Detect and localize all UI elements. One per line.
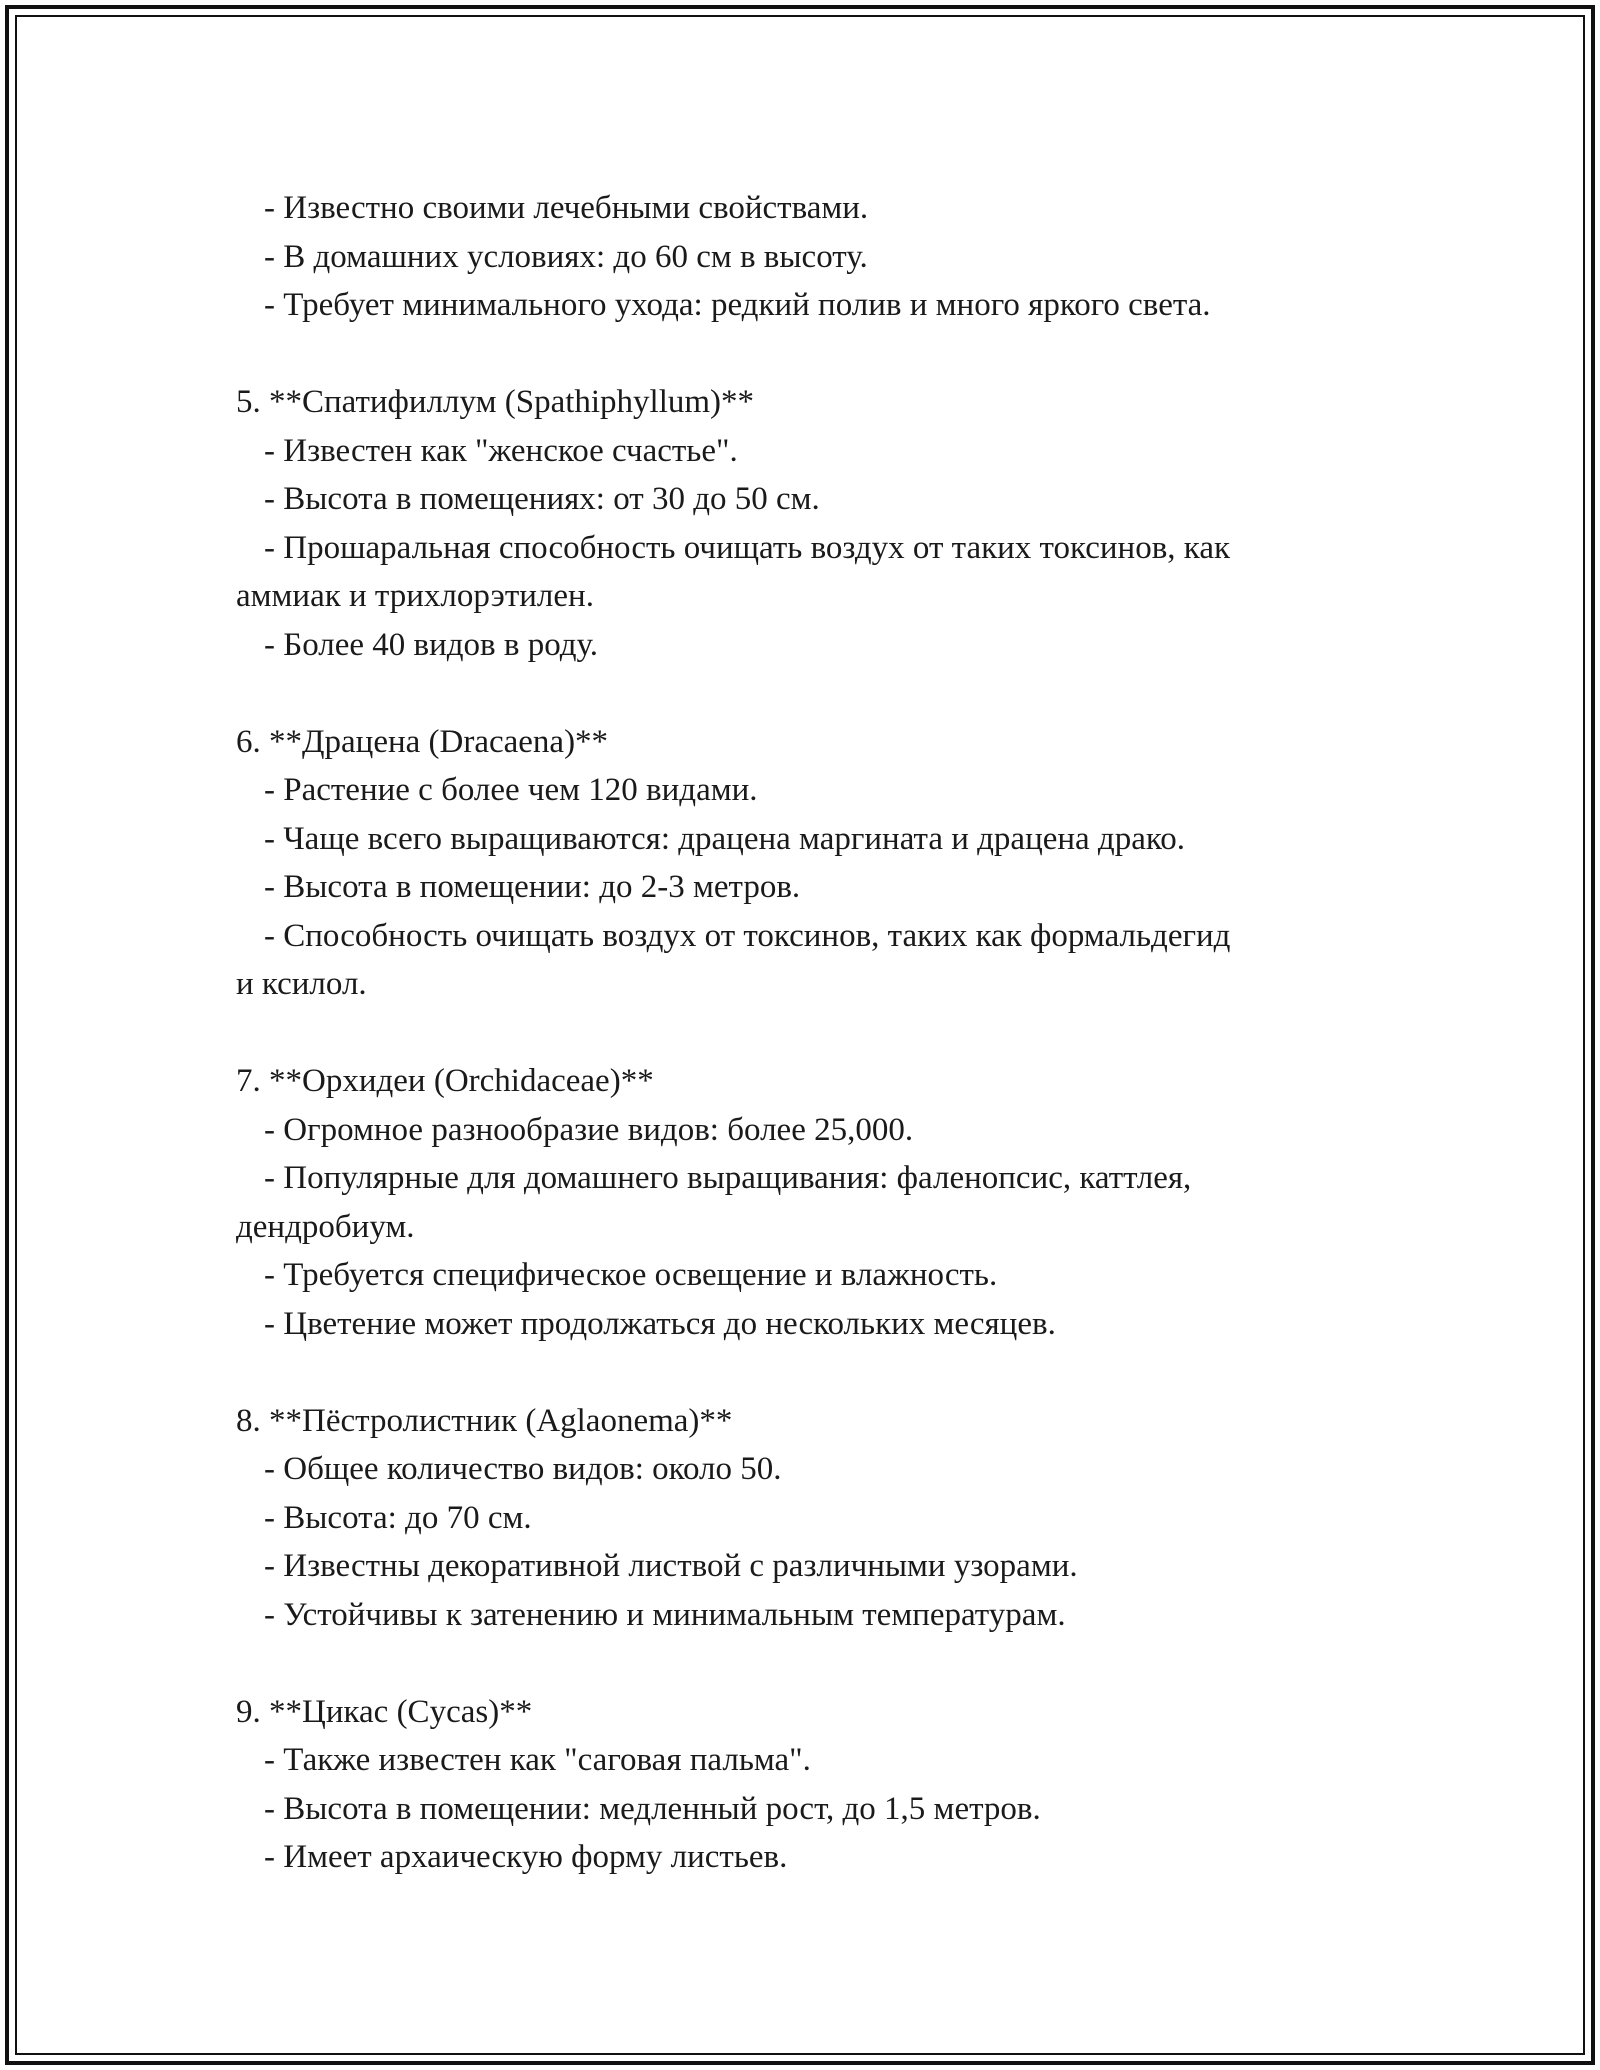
text-line: - Общее количество видов: около 50. xyxy=(264,1451,782,1487)
text-line: - Чаще всего выращиваются: драцена маргината и драцена драко. xyxy=(264,820,1185,857)
section-heading: 8. **Пёстролистник (Aglaonema)** xyxy=(236,1402,733,1439)
text-line: - Более 40 видов в роду. xyxy=(264,626,598,663)
text-line-continuation: дендробиум. xyxy=(236,1208,415,1245)
text-line: - Способность очищать воздух от токсинов, таких как формальдегид xyxy=(264,917,1231,954)
section-heading: 7. **Орхидеи (Orchidaceae)** xyxy=(236,1063,654,1099)
text-line: - В домашних условиях: до 60 см в высоту. xyxy=(264,238,868,275)
text-line: - Также известен как "саговая пальма". xyxy=(264,1742,811,1778)
text-line: - Популярные для домашнего выращивания: фаленопсис, каттлея, xyxy=(264,1160,1192,1196)
section-cycas xyxy=(236,1688,1356,1882)
text-line: - Растение с более чем 120 видами. xyxy=(264,772,758,808)
section-aglaonema xyxy=(236,1397,1356,1640)
section-spathiphyllum xyxy=(236,378,1356,669)
text-line: - Огромное разнообразие видов: более 25,000. xyxy=(264,1111,914,1148)
text-line: - Имеет архаическую форму листьев. xyxy=(264,1839,788,1875)
text-line: - Высота: до 70 см. xyxy=(264,1499,532,1536)
text-line-continuation: и ксилол. xyxy=(236,966,367,1002)
section-dracaena xyxy=(236,718,1356,1009)
text-line: - Устойчивы к затенению и минимальным температурам. xyxy=(264,1596,1066,1633)
document-body xyxy=(236,184,1356,1930)
text-line: - Цветение может продолжаться до нескольких месяцев. xyxy=(264,1305,1056,1342)
text-line: - Высота в помещении: до 2-3 метров. xyxy=(264,869,801,905)
text-line: - Требует минимального ухода: редкий полив и много яркого света. xyxy=(264,287,1211,323)
text-line: - Известны декоративной листвой с различными узорами. xyxy=(264,1548,1078,1584)
text-line: - Прошаральная способность очищать воздух от таких токсинов, как xyxy=(264,529,1231,566)
text-line: - Высота в помещениях: от 30 до 50 см. xyxy=(264,481,820,517)
text-line: - Известен как "женское счастье". xyxy=(264,432,738,469)
section-aloe-continued xyxy=(236,184,1356,330)
section-heading: 6. **Драцена (Dracaena)** xyxy=(236,723,609,760)
text-line-continuation: аммиак и трихлорэтилен. xyxy=(236,578,594,614)
section-orchidaceae xyxy=(236,1057,1356,1348)
section-heading: 5. **Спатифиллум (Spathiphyllum)** xyxy=(236,384,755,420)
text-line: - Требуется специфическое освещение и влажность. xyxy=(264,1257,998,1293)
text-line: - Высота в помещении: медленный рост, до 1,5 метров. xyxy=(264,1790,1041,1827)
section-heading: 9. **Цикас (Cycas)** xyxy=(236,1693,533,1730)
text-line: - Известно своими лечебными свойствами. xyxy=(264,190,869,226)
